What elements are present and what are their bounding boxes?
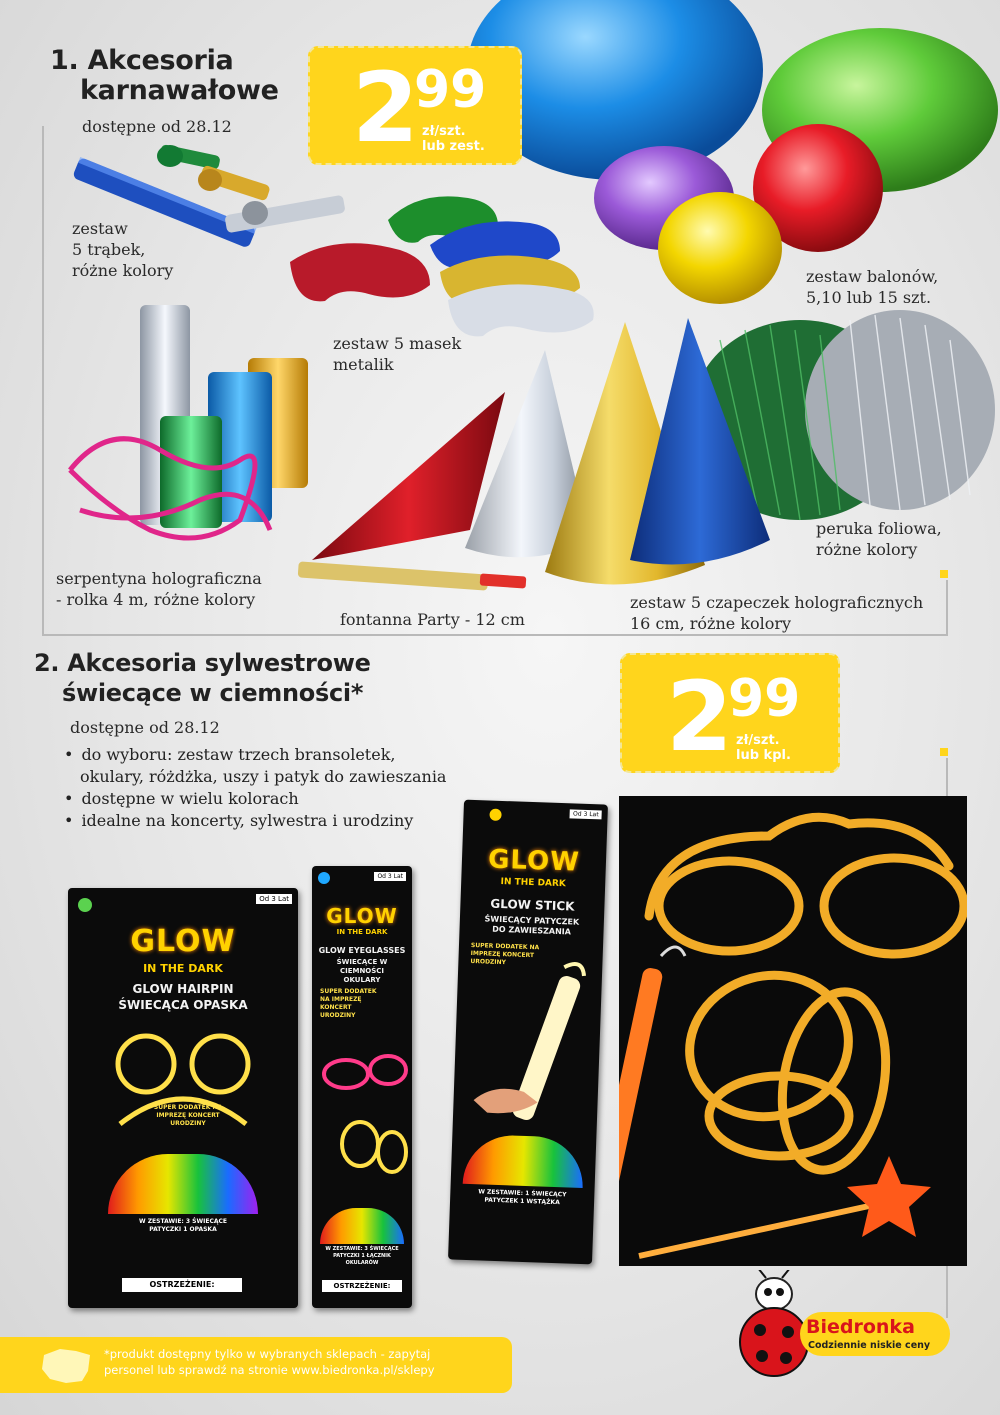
hang-hole-icon xyxy=(78,898,92,912)
age-badge: Od 3 Lat xyxy=(256,894,292,904)
pack-warning-label: OSTRZEŻENIE: xyxy=(122,1278,242,1292)
label-masks-2: metalik xyxy=(333,355,394,374)
pack-brand: GLOW xyxy=(130,924,236,959)
label-fountain: fontanna Party - 12 cm xyxy=(340,610,525,629)
feature-item: • idealne na koncerty, sylwestra i urodziny xyxy=(64,810,524,832)
pack-product-name-pl: ŚWIECĄCY PATYCZEK DO ZAWIESZANIA xyxy=(484,914,580,937)
pack-product-name: GLOW EYEGLASSES xyxy=(318,946,406,955)
pack-brand: GLOW xyxy=(487,844,581,878)
section2-feature-list xyxy=(64,744,524,832)
section1-price-integer: 2 xyxy=(352,52,419,164)
label-trumpets-1: zestaw xyxy=(72,219,128,238)
pack-bonus-text: SUPER DODATEK NA IMPREZĘ KONCERT URODZINY xyxy=(153,1104,223,1127)
feature-item: • dostępne w wielu kolorach xyxy=(64,788,524,810)
pack-brand-sub: IN THE DARK xyxy=(500,876,567,890)
label-serpentine-2: - rolka 4 m, różne kolory xyxy=(56,590,256,609)
label-serpentine-1: serpentyna holograficzna xyxy=(56,569,262,588)
section1-number: 1. xyxy=(50,45,79,76)
section2-price-unit-2: lub kpl. xyxy=(736,748,791,763)
pack-product-name-pl: ŚWIECĄCE W CIEMNOŚCI OKULARY xyxy=(336,958,388,984)
section1-availability: dostępne od 28.12 xyxy=(82,117,232,136)
section2-title-line2: świecące w ciemności* xyxy=(62,679,364,707)
age-badge: Od 3 Lat xyxy=(570,809,602,819)
pack-set-contents: W ZESTAWIE: 3 ŚWIECĄCE PATYCZKI 1 OPASKA xyxy=(139,1218,227,1233)
label-balloons-2: 5,10 lub 15 szt. xyxy=(806,288,932,307)
logo-brand: Biedronka xyxy=(806,1316,915,1338)
pack-product-name: GLOW STICK xyxy=(490,896,575,914)
section2-title-line1: Akcesoria sylwestrowe xyxy=(67,649,371,677)
label-serpentine xyxy=(56,568,262,610)
pack-bonus-text: SUPER DODATEK NA IMPREZĘ KONCERT URODZINY xyxy=(470,941,540,967)
section1-heading xyxy=(50,46,279,106)
footer-note xyxy=(104,1346,435,1378)
section2-corner-marker xyxy=(940,748,948,756)
section2-price-decimals: 99 xyxy=(728,669,801,729)
poland-map-icon xyxy=(38,1345,94,1385)
rainbow-graphic xyxy=(320,1208,404,1244)
pack-set-contents: W ZESTAWIE: 3 ŚWIECĄCE PATYCZKI 1 ŁĄCZNIK OKULARÓW xyxy=(325,1246,399,1266)
label-balloons-1: zestaw balonów, xyxy=(806,267,939,286)
logo-badge xyxy=(800,1312,950,1356)
label-trumpets-3: różne kolory xyxy=(72,261,174,280)
pack-product-name: GLOW HAIRPIN xyxy=(132,982,234,996)
glow-eyeglasses-pack xyxy=(312,866,412,1308)
section2-price-unit-1: zł/szt. xyxy=(736,733,780,748)
label-hats-2: 16 cm, różne kolory xyxy=(630,614,792,633)
pack-set-contents: W ZESTAWIE: 1 ŚWIECĄCY PATYCZEK 1 WSTĄŻKA xyxy=(478,1188,567,1207)
section1-title-line2: karnawałowe xyxy=(80,75,279,106)
label-wig xyxy=(816,518,942,560)
pack-brand: GLOW xyxy=(326,904,398,928)
section2-heading xyxy=(34,648,371,708)
pack-brand-sub: IN THE DARK xyxy=(143,962,223,975)
label-trumpets xyxy=(72,218,173,281)
label-wig-2: różne kolory xyxy=(816,540,918,559)
label-balloons xyxy=(806,266,938,308)
hang-hole-icon xyxy=(489,809,501,821)
feature-item-continued xyxy=(64,766,524,788)
section1-price-unit-1: zł/szt. xyxy=(422,124,466,139)
section1-title-line1: Akcesoria xyxy=(87,45,234,76)
pack-product-name-pl: ŚWIECĄCA OPASKA xyxy=(118,998,248,1012)
pack-brand-sub: IN THE DARK xyxy=(336,928,388,936)
label-hats xyxy=(630,592,923,634)
section2-number: 2. xyxy=(34,649,60,677)
feature-item-continued-text: okulary, różdżka, uszy i patyk do zawieszania xyxy=(80,767,447,786)
glow-products-photo xyxy=(619,796,967,1266)
age-badge: Od 3 Lat xyxy=(374,872,406,881)
glow-hairpin-pack xyxy=(68,888,298,1308)
glowing-stick-image xyxy=(462,950,593,1144)
section2-price-tag xyxy=(620,653,840,773)
hang-hole-icon xyxy=(318,872,330,884)
label-wig-1: peruka foliowa, xyxy=(816,519,942,538)
section2-availability: dostępne od 28.12 xyxy=(70,718,220,737)
pack-warning-label: OSTRZEŻENIE: xyxy=(322,1280,402,1292)
section1-price-tag xyxy=(308,46,522,165)
label-trumpets-2: 5 trąbek, xyxy=(72,240,146,259)
section1-price-unit-2: lub zest. xyxy=(422,139,485,154)
label-hats-1: zestaw 5 czapeczek holograficznych xyxy=(630,593,924,612)
label-masks xyxy=(333,333,461,375)
logo-slogan: Codziennie niskie ceny xyxy=(808,1340,931,1351)
glowing-glasses-image xyxy=(316,1034,408,1204)
pack-bonus-text: SUPER DODATEK NA IMPREZĘ KONCERT URODZINY xyxy=(320,988,377,1019)
section1-price-decimals: 99 xyxy=(414,60,487,120)
glow-stick-pack xyxy=(448,800,608,1265)
section2-price-integer: 2 xyxy=(666,661,733,773)
footer-note-line1: *produkt dostępny tylko w wybranych sklepach - zapytaj xyxy=(104,1347,431,1361)
feature-item: • do wyboru: zestaw trzech bransoletek, xyxy=(64,744,524,766)
label-masks-1: zestaw 5 masek xyxy=(333,334,462,353)
footer-note-line2: personel lub sprawdź na stronie www.biedronka.pl/sklepy xyxy=(104,1363,435,1377)
rainbow-graphic xyxy=(108,1154,258,1214)
